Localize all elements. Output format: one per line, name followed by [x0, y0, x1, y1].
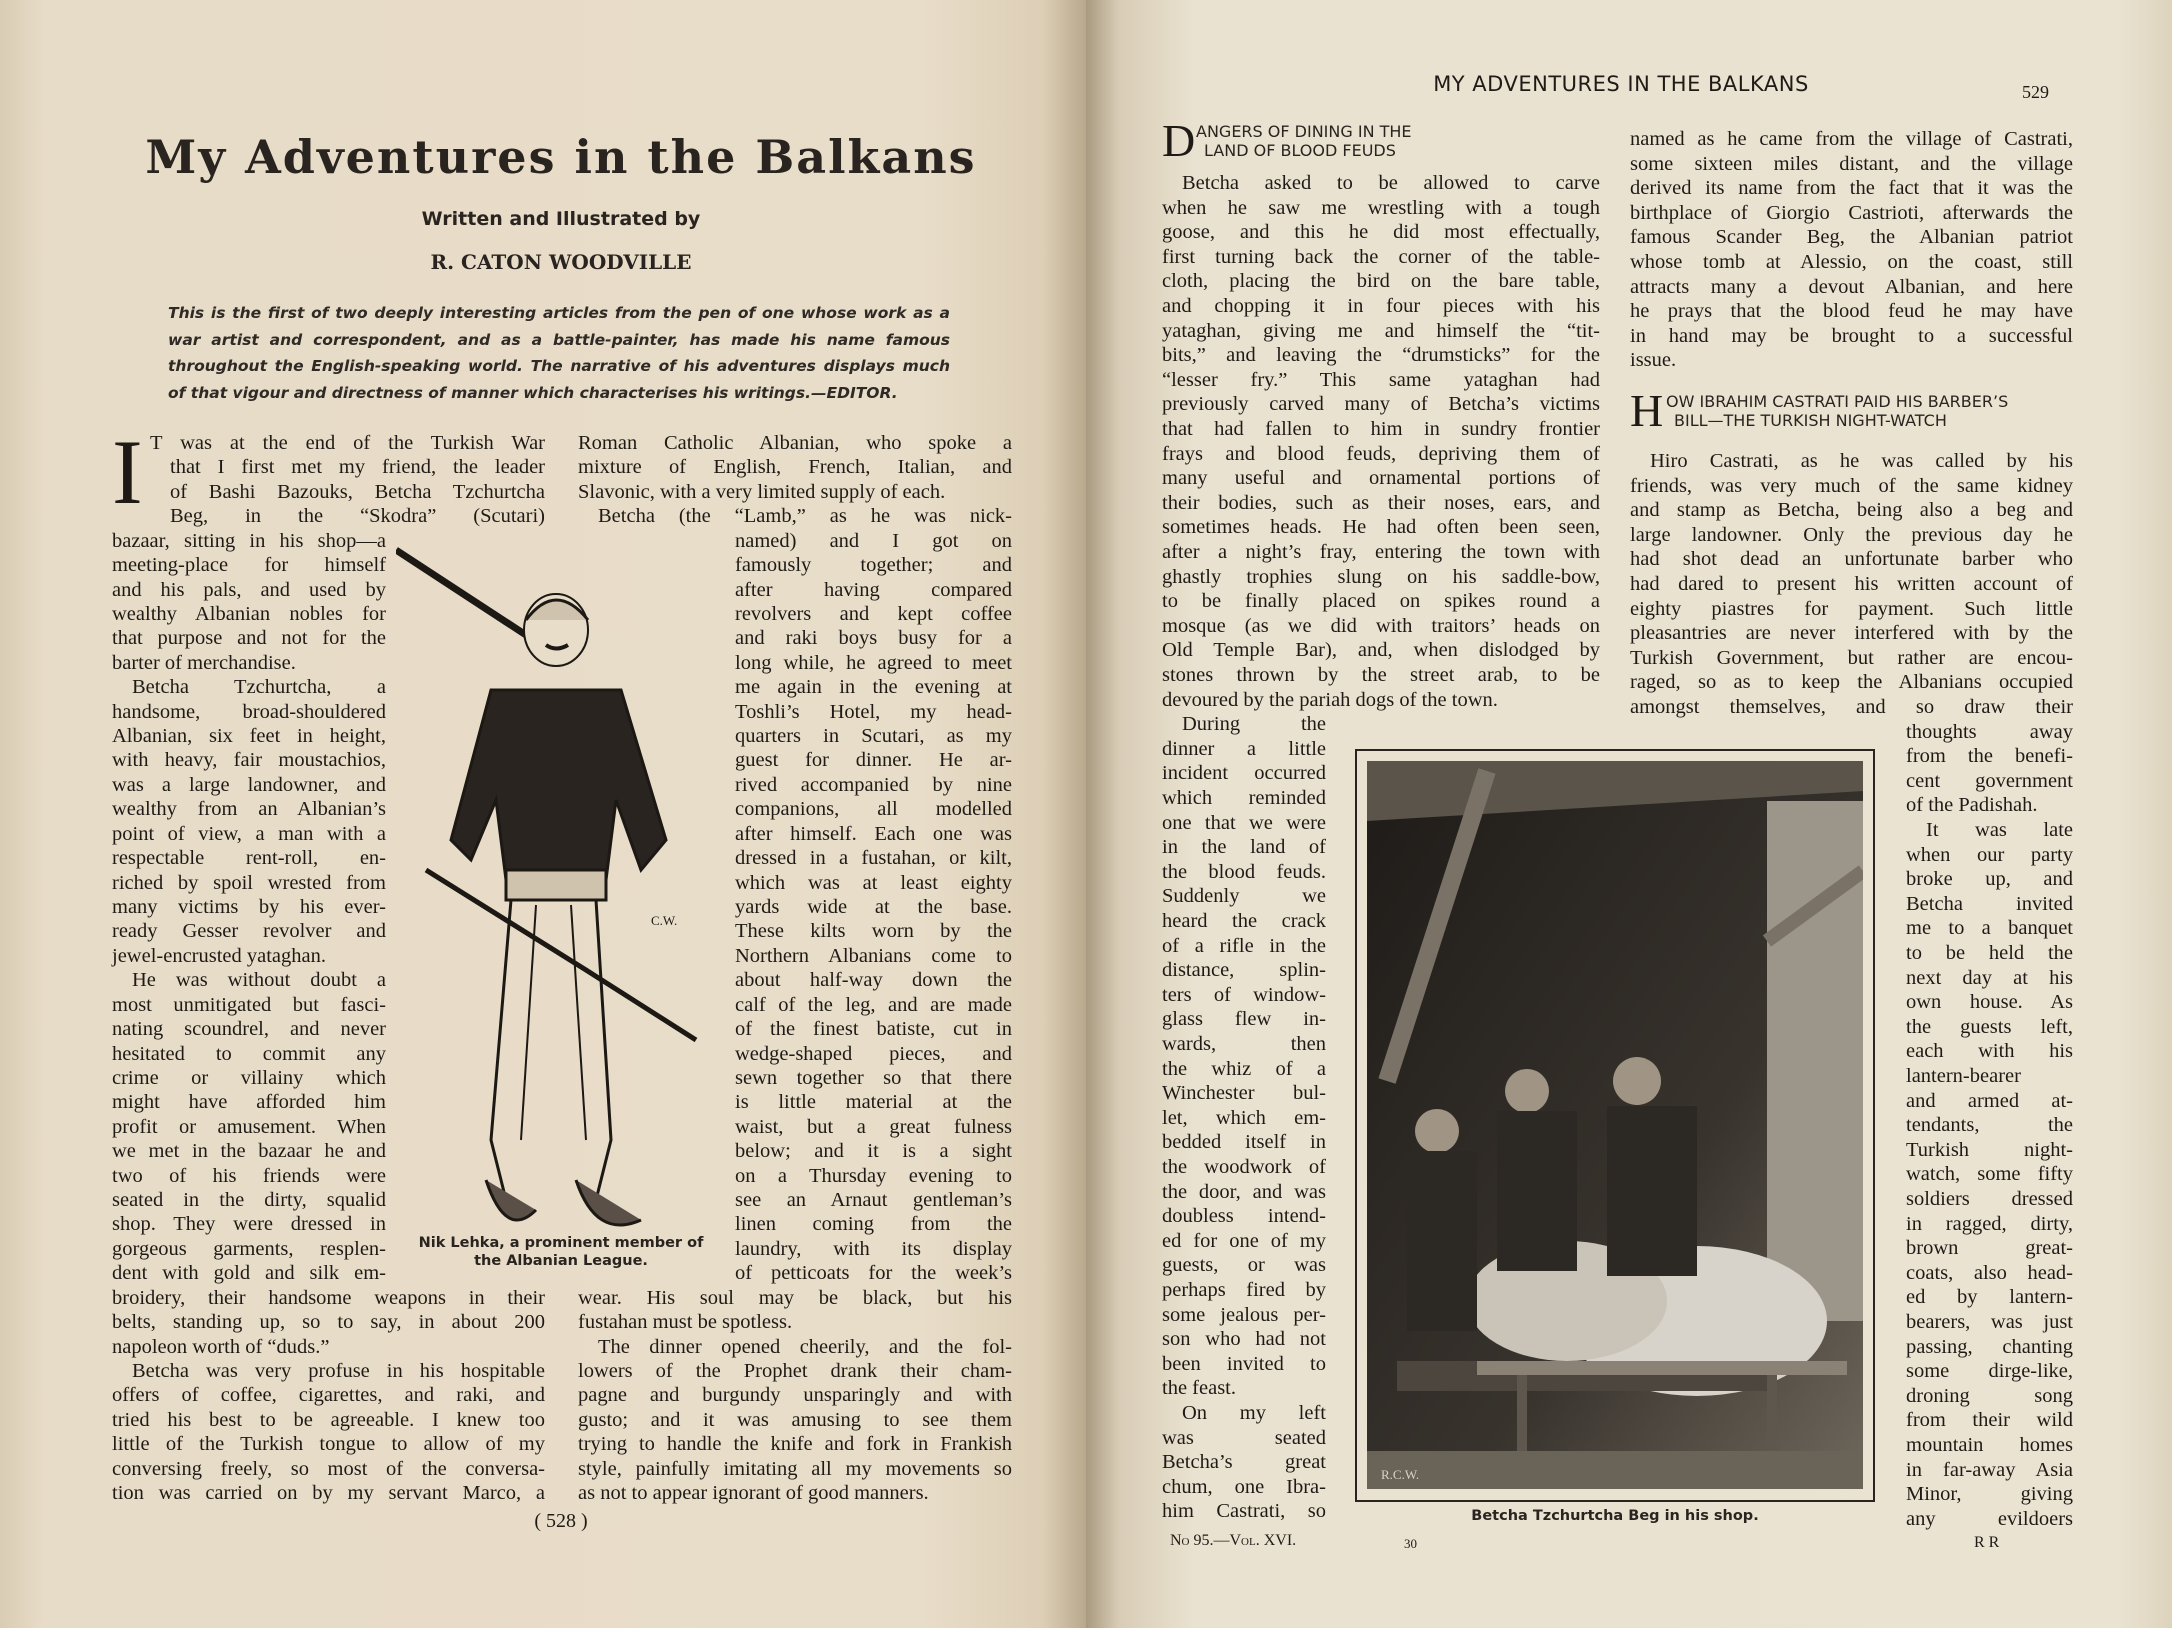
text-line: ready Gesser revolver and [112, 920, 386, 943]
text-line: me to a banquet [1906, 917, 2073, 940]
text-line: fustahan must be spotless. [578, 1311, 793, 1334]
text-line: tried his best to be agreeable. I knew too [112, 1408, 545, 1431]
text-line: had dared to present his written account of [1630, 573, 2073, 595]
text-line: Hiro Castrati, as he was called by his [1650, 450, 2073, 472]
text-line: “lesser fry.” This same yataghan had [1162, 368, 1600, 391]
text-line: Toshli’s Hotel, my head- [735, 700, 1012, 723]
plate-frame [1355, 749, 1875, 1502]
text-line: yards wide at the base. [735, 895, 1012, 918]
text-line: eighty piastres for payment. Such little [1630, 597, 2073, 620]
text-line: let, which em- [1162, 1106, 1326, 1129]
text-line: hesitated to commit any [112, 1042, 386, 1065]
text-line: profit or amusement. When [112, 1115, 386, 1138]
signature-mark-rr: R R [1974, 1534, 2000, 1551]
text-line: mixture of English, French, Italian, and [578, 456, 1012, 479]
signature-mark: 30 [1404, 1536, 1417, 1551]
text-line: bedded itself in [1162, 1131, 1326, 1154]
text-line: style, painfully imitating all my movements so [578, 1457, 1012, 1480]
text-line: respectable rent-roll, en- [112, 847, 386, 870]
figure-caption [396, 1234, 726, 1270]
text-line: ed for one of my [1162, 1229, 1326, 1252]
text-line: from the benefi- [1906, 745, 2073, 768]
text-line: from their wild [1906, 1409, 2073, 1432]
plate-illustration-shop [1367, 761, 1863, 1489]
text-line: laundry, with its display [735, 1237, 1012, 1260]
text-line: which reminded [1162, 787, 1326, 809]
text-line: companions, all modelled [735, 798, 1012, 821]
text-line: named) and I got on [735, 529, 1012, 552]
text-line: wealthy from an Albanian’s [112, 798, 386, 821]
text-line: the whiz of a [1162, 1057, 1326, 1080]
caption-line: the Albanian League. [474, 1253, 648, 1269]
right-page-529 [1086, 0, 2172, 1628]
text-line: napoleon worth of “duds.” [112, 1335, 330, 1358]
byline-author: R. CATON WOODVILLE [430, 250, 692, 274]
text-line: coats, also head- [1906, 1261, 2073, 1284]
text-line: long while, he agreed to meet [735, 651, 1012, 674]
text-line: as not to appear ignorant of good manners. [578, 1482, 929, 1505]
text-line: of Bashi Bazouks, Betcha Tzchurtcha [170, 480, 545, 503]
text-line: was a large landowner, and [112, 773, 386, 796]
intro-line: This is the first of two deeply interesting articles from the pen of one whose work as a [168, 304, 950, 322]
text-line: broidery, their handsome weapons in their [112, 1286, 545, 1309]
plate-caption: Betcha Tzchurtcha Beg in his shop. [1471, 1508, 1759, 1524]
text-line: after having compared [735, 578, 1012, 601]
text-line: and raki boys busy for a [735, 627, 1012, 650]
text-line: had shot dead an unfortunate barber who [1630, 548, 2073, 571]
text-line: On my left [1182, 1402, 1326, 1424]
text-line: bits,” and leaving the “drumsticks” for the [1162, 344, 1600, 367]
text-line: incident occurred [1162, 762, 1326, 785]
text-line: many useful and ornamental portions of [1162, 467, 1600, 490]
text-line: ghastly trophies slung on his saddle-bow, [1162, 565, 1600, 588]
text-line: most unmitigated but fasci- [112, 993, 386, 1016]
text-line: offers of coffee, cigarettes, and raki, and [112, 1384, 545, 1407]
text-line: and armed at- [1906, 1089, 2073, 1112]
text-line: pagne and burgundy unsparingly and with [578, 1384, 1012, 1407]
intro-line: of that vigour and directness of manner which characterises his writings.—EDITOR. [168, 383, 898, 402]
page-number: 529 [2022, 82, 2049, 102]
text-line: dinner a little [1162, 737, 1326, 760]
text-line: see an Arnaut gentleman’s [735, 1189, 1012, 1212]
text-line: Betcha was very profuse in his hospitable [132, 1359, 545, 1382]
text-line: to be held the [1906, 942, 2073, 964]
text-line: attracts many a devout Albanian, and here [1630, 275, 2073, 298]
text-line: is little material at the [735, 1091, 1012, 1114]
text-line: when he saw me wrestling with a tough [1162, 196, 1600, 219]
text-line: him Castrati, so [1162, 1500, 1326, 1523]
text-line: that I first met my friend, the leader [170, 456, 545, 479]
figure-signature: C.W. [651, 913, 678, 928]
text-line: first turning back the corner of the table- [1162, 245, 1600, 268]
text-line: and chopping it in four pieces with his [1162, 295, 1600, 317]
text-line: me again in the evening at [735, 676, 1012, 699]
text-line: wear. His soul may be black, but his [578, 1286, 1012, 1309]
text-line: Betcha invited [1906, 892, 2073, 915]
text-line: the door, and was [1162, 1180, 1326, 1203]
caption-line: Nik Lehka, a prominent member of [418, 1235, 704, 1251]
heading-line: OW IBRAHIM CASTRATI PAID HIS BARBER’S [1666, 392, 2009, 411]
text-line: which was at least eighty [735, 871, 1012, 894]
text-line: It was late [1926, 819, 2073, 841]
text-line: some sixteen miles distant, and the village [1630, 152, 2073, 175]
text-line: riched by spoil wrested from [112, 871, 386, 894]
text-line: Winchester bul- [1162, 1082, 1326, 1105]
text-line: Betcha asked to be allowed to carve [1182, 172, 1600, 194]
text-line: famous Scander Beg, the Albanian patriot [1630, 226, 2073, 249]
text-line: brown great- [1906, 1237, 2073, 1260]
text-line: of the finest batiste, cut in [735, 1018, 1012, 1041]
intro-line: throughout the English-speaking world. The narrative of his adventures displays much [168, 357, 950, 375]
text-line: ters of window- [1162, 983, 1326, 1006]
text-line: passing, chanting [1906, 1335, 2073, 1358]
text-line: tion was carried on by my servant Marco, a [112, 1482, 545, 1505]
text-line: quarters in Scutari, as my [735, 725, 1012, 748]
text-line: derived its name from the fact that it was the [1630, 177, 2073, 200]
text-line: cent government [1906, 769, 2073, 792]
text-line: meeting-place for himself [112, 554, 386, 577]
text-line: He was without doubt a [132, 969, 386, 992]
text-line: crime or villainy which [112, 1066, 386, 1089]
text-line: below; and it is a sight [735, 1140, 1012, 1163]
text-line: Beg, in the “Skodra” (Scutari) [170, 505, 545, 528]
intro-line: war artist and correspondent, and as a battle-painter, has made his name famous [168, 330, 950, 349]
text-line: Albanian, six feet in height, [112, 725, 386, 748]
text-line: Slavonic, with a very limited supply of each. [578, 480, 946, 503]
text-line: raged, so as to keep the Albanians occupied [1630, 671, 2073, 694]
text-line: linen coming from the [735, 1213, 1012, 1236]
text-line: previously carved many of Betcha’s victims [1162, 393, 1600, 416]
text-line: seated in the dirty, squalid [112, 1189, 386, 1212]
text-line: doubless intend- [1162, 1205, 1326, 1228]
text-line: one that we were [1162, 811, 1326, 834]
text-line: gusto; and it was amusing to see them [578, 1408, 1012, 1431]
text-line: nating scoundrel, and never [112, 1018, 386, 1041]
text-line: glass flew in- [1162, 1008, 1326, 1031]
heading-drop-cap: D [1162, 115, 1196, 166]
heading-drop-cap: H [1630, 385, 1664, 436]
text-line: in ragged, dirty, [1906, 1212, 2073, 1235]
text-line: large landowner. Only the previous day he [1630, 523, 2073, 546]
text-line: belts, standing up, so to say, in about 200 [112, 1311, 545, 1334]
text-line: soldiers dressed [1906, 1188, 2073, 1210]
plate-signature: R.C.W. [1381, 1467, 1420, 1482]
text-line: wards, then [1162, 1033, 1326, 1055]
text-line: trying to handle the knife and fork in Frankish [578, 1433, 1012, 1456]
text-line: calf of the leg, and are made [735, 993, 1012, 1016]
text-line: the guests left, [1906, 1015, 2073, 1038]
text-line: dent with gold and silk em- [112, 1262, 386, 1285]
text-line: in the land of [1162, 836, 1326, 859]
text-line: son who had not [1162, 1328, 1326, 1351]
text-line: each with his [1906, 1040, 2073, 1063]
text-line: some jealous per- [1162, 1303, 1326, 1326]
text-line: some dirge-like, [1906, 1360, 2073, 1383]
text-line: dressed in a fustahan, or kilt, [735, 847, 1012, 870]
text-line: little of the Turkish tongue to allow of my [112, 1433, 545, 1456]
text-line: watch, some fifty [1906, 1163, 2073, 1186]
text-line: own house. As [1906, 991, 2073, 1014]
text-line: Turkish Government, but rather are encou- [1630, 646, 2073, 669]
text-line: wealthy Albanian nobles for [112, 602, 386, 625]
text-line: handsome, broad-shouldered [112, 700, 386, 723]
text-line: the blood feuds. [1162, 860, 1326, 883]
text-line: Old Temple Bar), and, when dislodged by [1162, 639, 1600, 662]
text-line: of a rifle in the [1162, 934, 1326, 957]
text-line: thoughts away [1906, 720, 2073, 743]
text-line: on a Thursday evening to [735, 1164, 1012, 1187]
text-line: we met in the bazaar he and [112, 1140, 386, 1163]
text-line: point of view, a man with a [112, 822, 386, 845]
text-line: to be finally placed on spikes round a [1162, 590, 1600, 613]
text-line: These kilts worn by the [735, 920, 1012, 943]
issue-footer: No 95.—Vol. XVI. [1170, 1532, 1297, 1549]
text-line: famously together; and [735, 554, 1012, 577]
text-line: droning song [1906, 1384, 2073, 1407]
text-line: of petticoats for the week’s [735, 1262, 1012, 1285]
text-line: bazaar, sitting in his shop—a [112, 529, 386, 552]
text-line: mountain homes [1906, 1434, 2073, 1456]
text-line: named as he came from the village of Castrati, [1630, 128, 2073, 150]
drop-cap: I [112, 421, 143, 523]
text-line: wedge-shaped pieces, and [735, 1042, 1012, 1065]
text-line: ed by lantern- [1906, 1286, 2073, 1309]
text-line: amongst themselves, and so draw their [1630, 696, 2073, 718]
text-line: and his pals, and used by [112, 578, 386, 601]
text-line: rived accompanied by nine [735, 773, 1012, 796]
editor-intro [168, 300, 950, 406]
text-line: friends, was very much of the same kidney [1630, 474, 2073, 497]
text-line: guests, or was [1162, 1254, 1326, 1277]
text-line: distance, splin- [1162, 959, 1326, 982]
heading-line: LAND OF BLOOD FEUDS [1204, 141, 1396, 160]
text-line: Northern Albanians come to [735, 944, 1012, 967]
text-line: mosque (as we did with traitors’ heads on [1162, 614, 1600, 637]
text-line: after a night’s fray, entering the town with [1162, 541, 1600, 563]
text-line: broke up, and [1906, 868, 2073, 891]
text-line: cloth, placing the bird on the bare table, [1162, 270, 1600, 293]
text-line: birthplace of Giorgio Castrioti, afterwards the [1630, 201, 2073, 224]
heading-line: ANGERS OF DINING IN THE [1196, 122, 1412, 141]
text-line: any evildoers [1906, 1507, 2073, 1530]
text-line: chum, one Ibra- [1162, 1475, 1326, 1498]
text-line: stones thrown by the street arab, to be [1162, 664, 1600, 686]
text-line: Betcha’s great [1162, 1451, 1326, 1474]
text-line: the woodwork of [1162, 1156, 1326, 1178]
text-line: when our party [1906, 843, 2073, 866]
text-line: Suddenly we [1162, 885, 1326, 908]
text-line: next day at his [1906, 966, 2073, 989]
article-title: My Adventures in the Balkans [145, 130, 977, 184]
text-line: frays and blood feuds, depriving them of [1162, 442, 1600, 465]
text-line: perhaps fired by [1162, 1279, 1326, 1301]
text-line: devoured by the pariah dogs of the town. [1162, 688, 1498, 711]
text-line: about half-way down the [735, 969, 1012, 992]
text-line: might have afforded him [112, 1091, 386, 1114]
text-line: with heavy, fair moustachios, [112, 749, 386, 772]
running-head: MY ADVENTURES IN THE BALKANS [1433, 72, 1809, 96]
text-line: tendants, the [1906, 1114, 2073, 1137]
illustration-albanian-man [396, 540, 726, 1240]
byline-written-by: Written and Illustrated by [421, 208, 701, 230]
text-line: heard the crack [1162, 910, 1326, 932]
text-line: gorgeous garments, resplen- [112, 1237, 386, 1260]
text-line: sometimes heads. He had often been seen, [1162, 516, 1600, 539]
text-line: guest for dinner. He ar- [735, 749, 1012, 772]
text-line: Roman Catholic Albanian, who spoke a [578, 432, 1012, 454]
text-line: The dinner opened cheerily, and the fol- [598, 1335, 1012, 1358]
text-line: waist, but a great fulness [735, 1115, 1012, 1138]
text-line: jewel-encrusted yataghan. [112, 944, 327, 967]
text-line: Turkish night- [1906, 1138, 2073, 1161]
text-line: conversing freely, so most of the conversa- [112, 1457, 545, 1480]
text-line: Betcha Tzchurtcha, a [132, 676, 386, 699]
text-line: revolvers and kept coffee [735, 602, 1012, 625]
heading-line: BILL—THE TURKISH NIGHT-WATCH [1674, 411, 1947, 430]
text-line: T was at the end of the Turkish War [150, 432, 545, 454]
text-line: lantern-bearer [1906, 1065, 2021, 1087]
text-line: he prays that the blood feud he may have [1630, 300, 2073, 323]
text-line: yataghan, giving me and himself the “tit- [1162, 319, 1600, 342]
text-line: many victims by his ever- [112, 895, 386, 918]
text-line: been invited to [1162, 1352, 1326, 1375]
text-line: During the [1182, 713, 1326, 736]
text-line: in far-away Asia [1906, 1458, 2073, 1481]
text-line: Minor, giving [1906, 1483, 2073, 1506]
text-line: pleasantries are never interfered with by the [1630, 622, 2073, 645]
text-line: in hand may be brought to a successful [1630, 324, 2073, 347]
text-line: Betcha (the “Lamb,” as he was nick- [598, 505, 1012, 528]
text-line: sewn together so that there [735, 1066, 1012, 1089]
text-line: bearers, was just [1906, 1311, 2073, 1333]
text-line: two of his friends were [112, 1164, 386, 1187]
text-line: their bodies, such as their noses, ears, and [1162, 491, 1600, 514]
text-line: and stamp as Betcha, being also a beg and [1630, 499, 2073, 522]
text-line: that had fallen to him in sundry frontier [1162, 418, 1600, 440]
text-line: issue. [1630, 349, 1677, 372]
text-line: goose, and this he did most effectually, [1162, 221, 1600, 244]
text-line: barter of merchandise. [112, 651, 296, 674]
text-line: of the Padishah. [1906, 794, 2038, 817]
page-number: ( 528 ) [534, 1510, 588, 1532]
text-line: shop. They were dressed in [112, 1213, 386, 1236]
text-line: was seated [1162, 1426, 1326, 1449]
text-line: after himself. Each one was [735, 822, 1012, 845]
rifle [396, 550, 526, 635]
text-line: whose tomb at Alessio, on the coast, still [1630, 251, 2073, 273]
text-line: the feast. [1162, 1377, 1236, 1400]
text-line: that purpose and not for the [112, 627, 386, 650]
text-line: lowers of the Prophet drank their cham- [578, 1359, 1012, 1382]
